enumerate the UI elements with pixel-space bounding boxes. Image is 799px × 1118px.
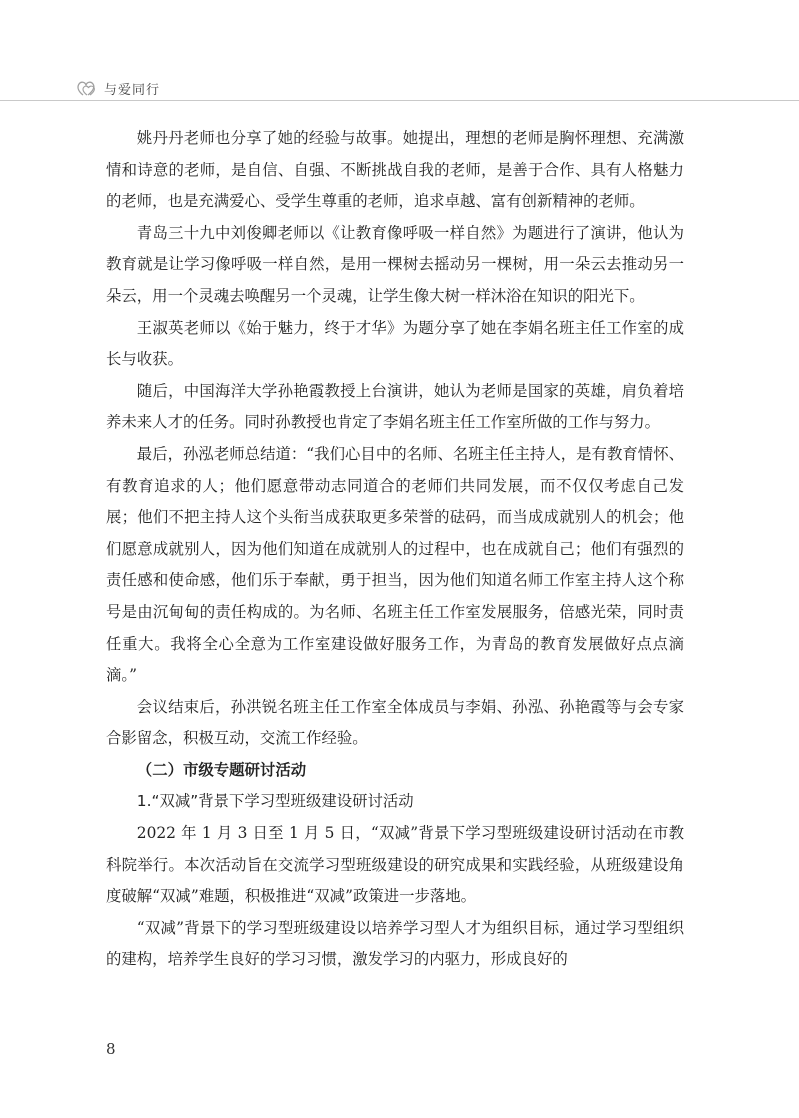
subsection-heading: 1.“双减”背景下学习型班级建设研讨活动 (136, 792, 414, 811)
paragraph: “双减”背景下的学习型班级建设以培养学习型人才为组织目标，通过学习型组织的建构，培养学生良好的学习习惯，激发学习的内驱力，形成良好的 (106, 918, 684, 969)
paragraph: 姚丹丹老师也分享了她的经验与故事。她提出，理想的老师是胸怀理想、充满激情和诗意的老师，是自信、自强、不断挑战自我的老师，是善于合作、具有人格魅力的老师，也是充满爱心、受学生尊重的老师，追求卓越、富有创新精神的老师。 (106, 129, 684, 211)
paragraph: 王淑英老师以《始于魅力，终于才华》为题分享了她在李娟名班主任工作室的成长与收获。 (106, 318, 684, 369)
paragraph: 青岛三十九中刘俊卿老师以《让教育像呼吸一样自然》为题进行了演讲，他认为教育就是让学习像呼吸一样自然，是用一棵树去摇动另一棵树，用一朵云去推动另一朵云，用一个灵魂去唤醒另一个灵魂，让学生像大树一样沐浴在知识的阳光下。 (106, 223, 684, 305)
page-body (106, 123, 684, 976)
section-heading: （二）市级专题研讨活动 (136, 760, 307, 779)
heart-logo-icon (76, 78, 100, 98)
header-title: 与爱同行 (104, 83, 161, 98)
page-number: 8 (106, 1040, 116, 1058)
paragraph: 2022 年 1 月 3 日至 1 月 5 日，“双减”背景下学习型班级建设研讨活动在市教科院举行。本次活动旨在交流学习型班级建设的研究成果和实践经验，从班级建设角度破解“双减”难题，积极推进“双减”政策进一步落地。 (106, 824, 684, 906)
header-divider (0, 100, 799, 101)
paragraph: 会议结束后，孙洪锐名班主任工作室全体成员与李娟、孙泓、孙艳霞等与会专家合影留念，积极互动，交流工作经验。 (106, 697, 684, 748)
paragraph: 最后，孙泓老师总结道：“我们心目中的名师、名班主任主持人，是有教育情怀、有教育追求的人；他们愿意带动志同道合的老师们共同发展，而不仅仅考虑自己发展；他们不把主持人这个头衔当成获取更多荣誉的砝码，而当成成就别人的机会；他们愿意成就别人，因为他们知道在成就别人的过程中，也在成就自己；他们有强烈的责任感和使命感，他们乐于奉献，勇于担当，因为他们知道名师工作室主持人这个称号是由沉甸甸的责任构成的。为名师、名班主任工作室发展服务，倍感光荣，同时责任重大。我将全心全意为工作室建设做好服务工作，为青岛的教育发展做好点点滴滴。” (106, 444, 684, 685)
running-header (0, 76, 799, 104)
paragraph: 随后，中国海洋大学孙艳霞教授上台演讲，她认为老师是国家的英雄，肩负着培养未来人才的任务。同时孙教授也肯定了李娟名班主任工作室所做的工作与努力。 (106, 381, 684, 432)
